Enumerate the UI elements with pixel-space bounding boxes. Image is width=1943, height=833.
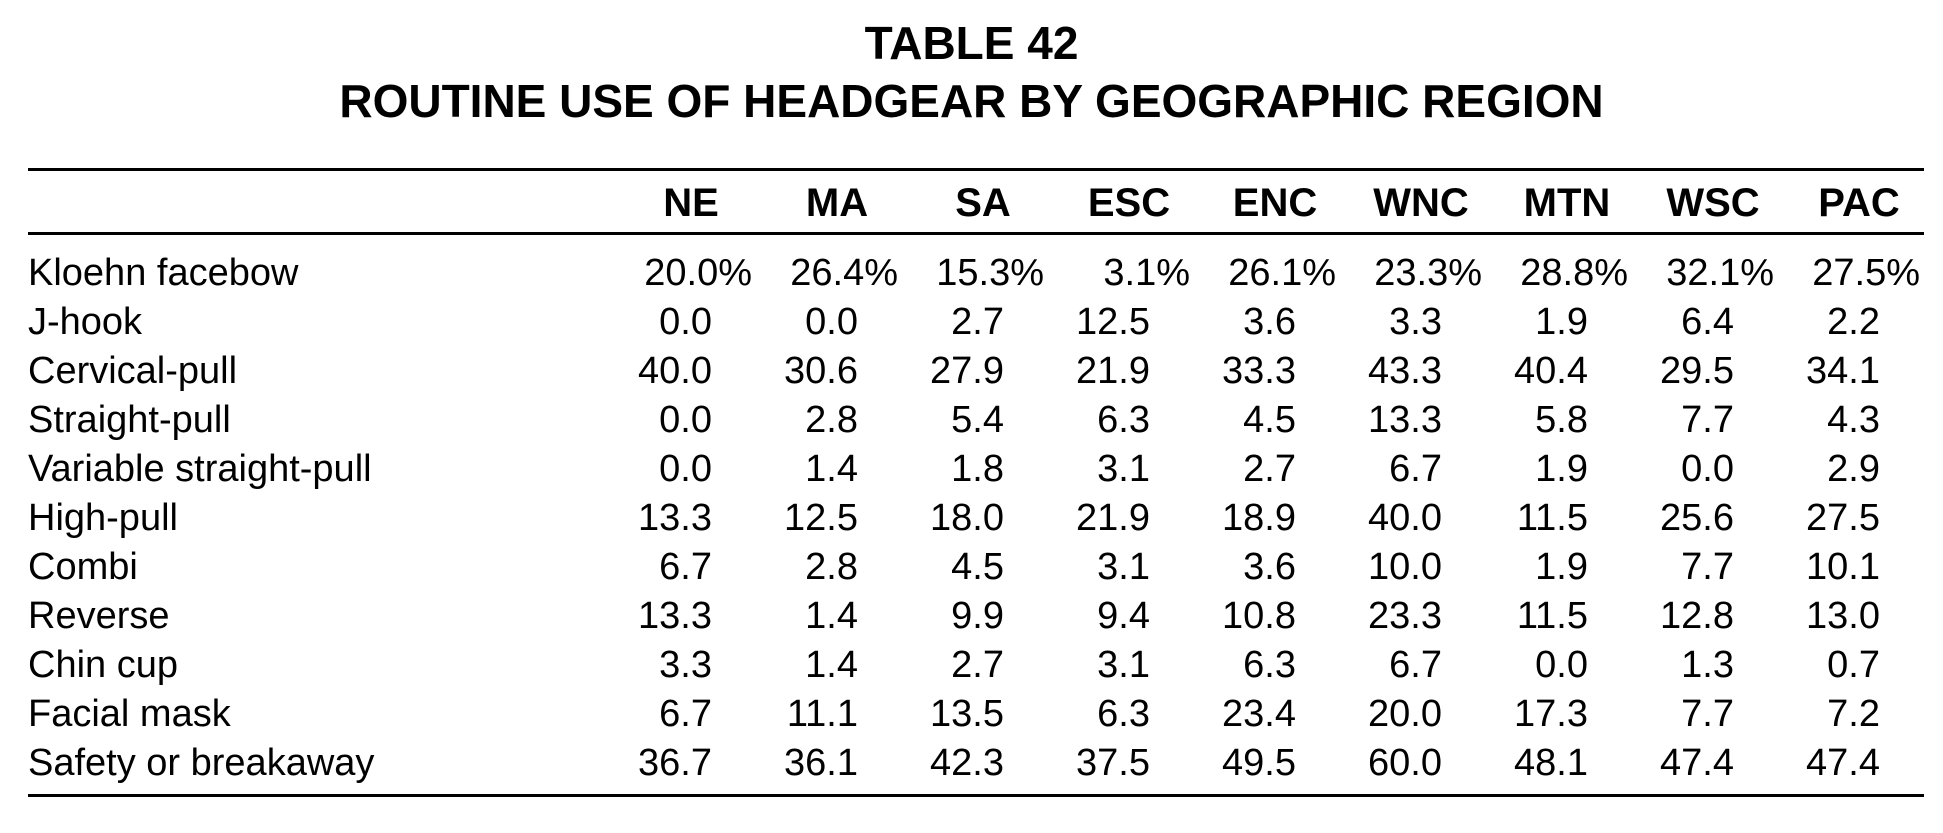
- table-row: [28, 592, 1932, 641]
- table-cell: 5.4: [951, 399, 1004, 441]
- table-cell: 2.8: [805, 546, 858, 588]
- table-cell: 3.1: [1097, 546, 1150, 588]
- table-cell: 37.5: [1076, 742, 1150, 784]
- table-cell: 3.1: [1097, 644, 1150, 686]
- row-label: Safety or breakaway: [28, 742, 375, 784]
- table-cell: 1.9: [1535, 448, 1588, 490]
- column-header: WNC: [1373, 180, 1469, 225]
- table-cell: 6.3: [1097, 399, 1150, 441]
- row-label: Reverse: [28, 595, 170, 637]
- column-header: NE: [663, 180, 719, 225]
- column-header: ESC: [1087, 180, 1171, 225]
- table-cell: 0.0: [659, 301, 712, 343]
- table-cell: 2.7: [951, 644, 1004, 686]
- table-cell: 60.0: [1368, 742, 1442, 784]
- column-header: PAC: [1818, 180, 1900, 225]
- row-label: J-hook: [28, 301, 143, 343]
- table-cell: 10.0: [1368, 546, 1442, 588]
- table-cell: 3.1%: [1103, 252, 1190, 294]
- row-label: Kloehn facebow: [28, 252, 299, 294]
- table-cell: 33.3: [1222, 350, 1296, 392]
- table-cell: 9.9: [951, 595, 1004, 637]
- table-cell: 47.4: [1660, 742, 1734, 784]
- table-caption: ROUTINE USE OF HEADGEAR BY GEOGRAPHIC REGION: [339, 75, 1604, 127]
- table-cell: 6.3: [1097, 693, 1150, 735]
- table-row: [28, 641, 1932, 690]
- row-label: Combi: [28, 546, 138, 588]
- table-cell: 30.6: [784, 350, 858, 392]
- table-row: [28, 739, 1932, 788]
- table-row: [28, 445, 1932, 494]
- table-cell: 23.3%: [1374, 252, 1482, 294]
- table-cell: 12.8: [1660, 595, 1734, 637]
- table-body: [28, 235, 1932, 788]
- column-header: MA: [805, 180, 869, 225]
- row-label: Straight-pull: [28, 399, 231, 441]
- table-cell: 6.4: [1681, 301, 1734, 343]
- table-cell: 6.7: [659, 693, 712, 735]
- table-cell: 0.0: [659, 399, 712, 441]
- table-row: [28, 543, 1932, 592]
- table-cell: 3.6: [1243, 301, 1296, 343]
- table-cell: 13.5: [930, 693, 1004, 735]
- table-cell: 23.4: [1222, 693, 1296, 735]
- table-cell: 7.7: [1681, 693, 1734, 735]
- table-cell: 40.0: [1368, 497, 1442, 539]
- table-cell: 40.0: [638, 350, 712, 392]
- table-cell: 1.4: [805, 448, 858, 490]
- table-cell: 36.1: [784, 742, 858, 784]
- table-cell: 5.8: [1535, 399, 1588, 441]
- row-label: Chin cup: [28, 644, 178, 686]
- table-cell: 26.4%: [790, 252, 898, 294]
- table-row: [28, 298, 1932, 347]
- table-cell: 15.3%: [936, 252, 1044, 294]
- table-cell: 27.5%: [1812, 252, 1920, 294]
- table-cell: 6.3: [1243, 644, 1296, 686]
- table-row: [28, 347, 1932, 396]
- table-cell: 0.0: [805, 301, 858, 343]
- table-cell: 0.0: [659, 448, 712, 490]
- table-cell: 12.5: [784, 497, 858, 539]
- row-label: High-pull: [28, 497, 178, 539]
- table-cell: 10.8: [1222, 595, 1296, 637]
- table-cell: 1.9: [1535, 546, 1588, 588]
- table-cell: 10.1: [1806, 546, 1880, 588]
- table-cell: 12.5: [1076, 301, 1150, 343]
- table-cell: 27.9: [930, 350, 1004, 392]
- header-corner: [28, 171, 618, 235]
- table-header: [28, 171, 1932, 235]
- table-title: [0, 14, 1943, 130]
- table-cell: 4.5: [951, 546, 1004, 588]
- table-cell: 11.1: [786, 693, 858, 735]
- table-cell: 3.6: [1243, 546, 1296, 588]
- row-label: Facial mask: [28, 693, 231, 735]
- column-header: MTN: [1523, 180, 1611, 225]
- table-cell: 40.4: [1514, 350, 1588, 392]
- table-row: [28, 690, 1932, 739]
- column-header: WSC: [1666, 180, 1760, 225]
- table-cell: 1.4: [805, 644, 858, 686]
- table-cell: 28.8%: [1520, 252, 1628, 294]
- table-row: [28, 396, 1932, 445]
- table-cell: 43.3: [1368, 350, 1442, 392]
- table-cell: 13.3: [638, 497, 712, 539]
- table-cell: 2.7: [951, 301, 1004, 343]
- header-row: [28, 171, 1932, 235]
- table-cell: 1.3: [1681, 644, 1734, 686]
- table-cell: 0.0: [1681, 448, 1734, 490]
- table-cell: 0.7: [1827, 644, 1880, 686]
- table-cell: 6.7: [1389, 448, 1442, 490]
- table-cell: 3.3: [1389, 301, 1442, 343]
- table-cell: 25.6: [1660, 497, 1734, 539]
- table-cell: 18.0: [930, 497, 1004, 539]
- table-cell: 0.0: [1535, 644, 1588, 686]
- table-cell: 36.7: [638, 742, 712, 784]
- table-cell: 4.5: [1243, 399, 1296, 441]
- table-cell: 11.5: [1516, 497, 1588, 539]
- table-cell: 13.3: [1368, 399, 1442, 441]
- column-header: ENC: [1232, 180, 1318, 225]
- row-label: Variable straight-pull: [28, 448, 372, 490]
- table-cell: 6.7: [659, 546, 712, 588]
- column-header: SA: [955, 180, 1011, 225]
- table-cell: 13.3: [638, 595, 712, 637]
- table-cell: 49.5: [1222, 742, 1296, 784]
- table-cell: 47.4: [1806, 742, 1880, 784]
- table-cell: 18.9: [1222, 497, 1296, 539]
- table-cell: 29.5: [1660, 350, 1734, 392]
- table-cell: 2.8: [805, 399, 858, 441]
- table-cell: 7.2: [1827, 693, 1880, 735]
- table-cell: 1.8: [951, 448, 1004, 490]
- table-cell: 20.0%: [644, 252, 752, 294]
- table-cell: 21.9: [1076, 497, 1150, 539]
- table-cell: 4.3: [1827, 399, 1880, 441]
- table-cell: 34.1: [1806, 350, 1880, 392]
- table-cell: 27.5: [1806, 497, 1880, 539]
- table-cell: 21.9: [1076, 350, 1150, 392]
- table-row: [28, 494, 1932, 543]
- table-cell: 9.4: [1097, 595, 1150, 637]
- table-cell: 2.7: [1243, 448, 1296, 490]
- table-cell: 48.1: [1514, 742, 1588, 784]
- table-cell: 23.3: [1368, 595, 1442, 637]
- table-row: [28, 235, 1932, 298]
- headgear-table: [28, 171, 1932, 788]
- table-cell: 2.2: [1827, 301, 1880, 343]
- table-cell: 7.7: [1681, 546, 1734, 588]
- bottom-rule: [28, 794, 1924, 797]
- table-cell: 3.3: [659, 644, 712, 686]
- table-cell: 2.9: [1827, 448, 1880, 490]
- table-cell: 1.4: [805, 595, 858, 637]
- row-label: Cervical-pull: [28, 350, 238, 392]
- table-cell: 20.0: [1368, 693, 1442, 735]
- table-cell: 11.5: [1516, 595, 1588, 637]
- table-cell: 17.3: [1514, 693, 1588, 735]
- table-cell: 1.9: [1535, 301, 1588, 343]
- table-cell: 13.0: [1806, 595, 1880, 637]
- table-cell: 3.1: [1097, 448, 1150, 490]
- table-cell: 26.1%: [1228, 252, 1336, 294]
- table-cell: 6.7: [1389, 644, 1442, 686]
- table-cell: 42.3: [930, 742, 1004, 784]
- table-cell: 32.1%: [1666, 252, 1774, 294]
- table-cell: 7.7: [1681, 399, 1734, 441]
- table-number: TABLE 42: [864, 17, 1079, 69]
